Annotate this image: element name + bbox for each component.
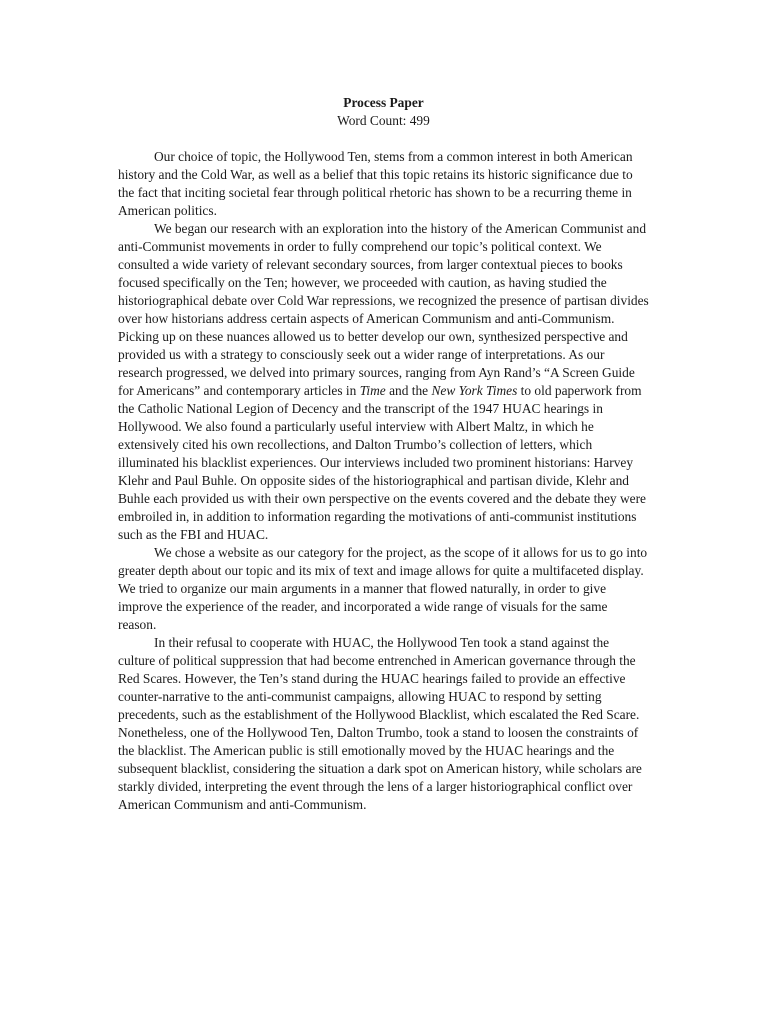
body-paragraph — [118, 634, 649, 814]
text-segment: We began our research with an exploration into the history of the American Communist and anti-Communist movements in order to fully comprehend our topic’s political context. We consulted a wide variety of relevant secondary sources, from larger contextual pieces to books focused specifically on the Ten; however, we proceeded with caution, as having studied the historiographical debate over Cold War repressions, we recognized the presence of partisan divides over how historians address certain aspects of American Communism and anti-Communism. Picking up on these nuances allowed us to better develop our own, synthesized perspective and provided us with a strategy to consciously seek out a wider range of interpretations. As our research progressed, we delved into primary sources, ranging from Ayn Rand’s “A Screen Guide for Americans” and contemporary articles in — [118, 221, 649, 398]
text-segment: In their refusal to cooperate with HUAC, the Hollywood Ten took a stand against the culture of political suppression that had become entrenched in American governance through the Red Scares. However, the Ten’s stand during the HUAC hearings failed to provide an effective counter-narrative to the anti-communist campaigns, allowing HUAC to respond by setting precedents, such as the establishment of the Hollywood Blacklist, which escalated the Red Scare. Nonetheless, one of the Hollywood Ten, Dalton Trumbo, took a stand to loosen the constraints of the blacklist. The American public is still emotionally moved by the HUAC hearings and the subsequent blacklist, considering the situation a dark spot on American history, while scholars are starkly divided, interpreting the event through the lens of a larger historiographical conflict over American Communism and anti-Communism. — [118, 635, 642, 812]
document-body — [118, 94, 649, 814]
paragraph-list — [118, 148, 649, 814]
text-segment: and the — [385, 383, 432, 398]
document-title: Process Paper — [343, 95, 424, 110]
text-segment: We chose a website as our category for the project, as the scope of it allows for us to go into greater depth about our topic and its mix of text and image allows for quite a multifaceted display. We tried to organize our main arguments in a manner that flowed naturally, in order to give improve the experience of the reader, and incorporated a wide range of visuals for the same reason. — [118, 545, 648, 632]
body-paragraph — [118, 544, 649, 634]
word-count: Word Count: 499 — [337, 113, 430, 128]
body-paragraph — [118, 148, 649, 220]
italic-text-segment: New York Times — [431, 383, 518, 398]
body-paragraph — [118, 220, 649, 544]
text-segment: to old paperwork from the Catholic National Legion of Decency and the transcript of the 1947 HUAC hearings in Hollywood. We also found a particularly useful interview with Albert Maltz, in which he extensively cited his own recollections, and Dalton Trumbo’s collection of letters, which illuminated his blacklist experiences. Our interviews included two prominent historians: Harvey Klehr and Paul Buhle. On opposite sides of the historiographical and partisan divide, Klehr and Buhle each provided us with their own perspective on the events covered and the debate they were embroiled in, in addition to information regarding the motivations of anti-communist institutions such as the FBI and HUAC. — [118, 383, 646, 542]
italic-text-segment: Time — [359, 383, 386, 398]
text-segment: Our choice of topic, the Hollywood Ten, stems from a common interest in both American history and the Cold War, as well as a belief that this topic retains its historic significance due to the fact that inciting societal fear through political rhetoric has shown to be a recurring theme in American politics. — [118, 149, 633, 218]
